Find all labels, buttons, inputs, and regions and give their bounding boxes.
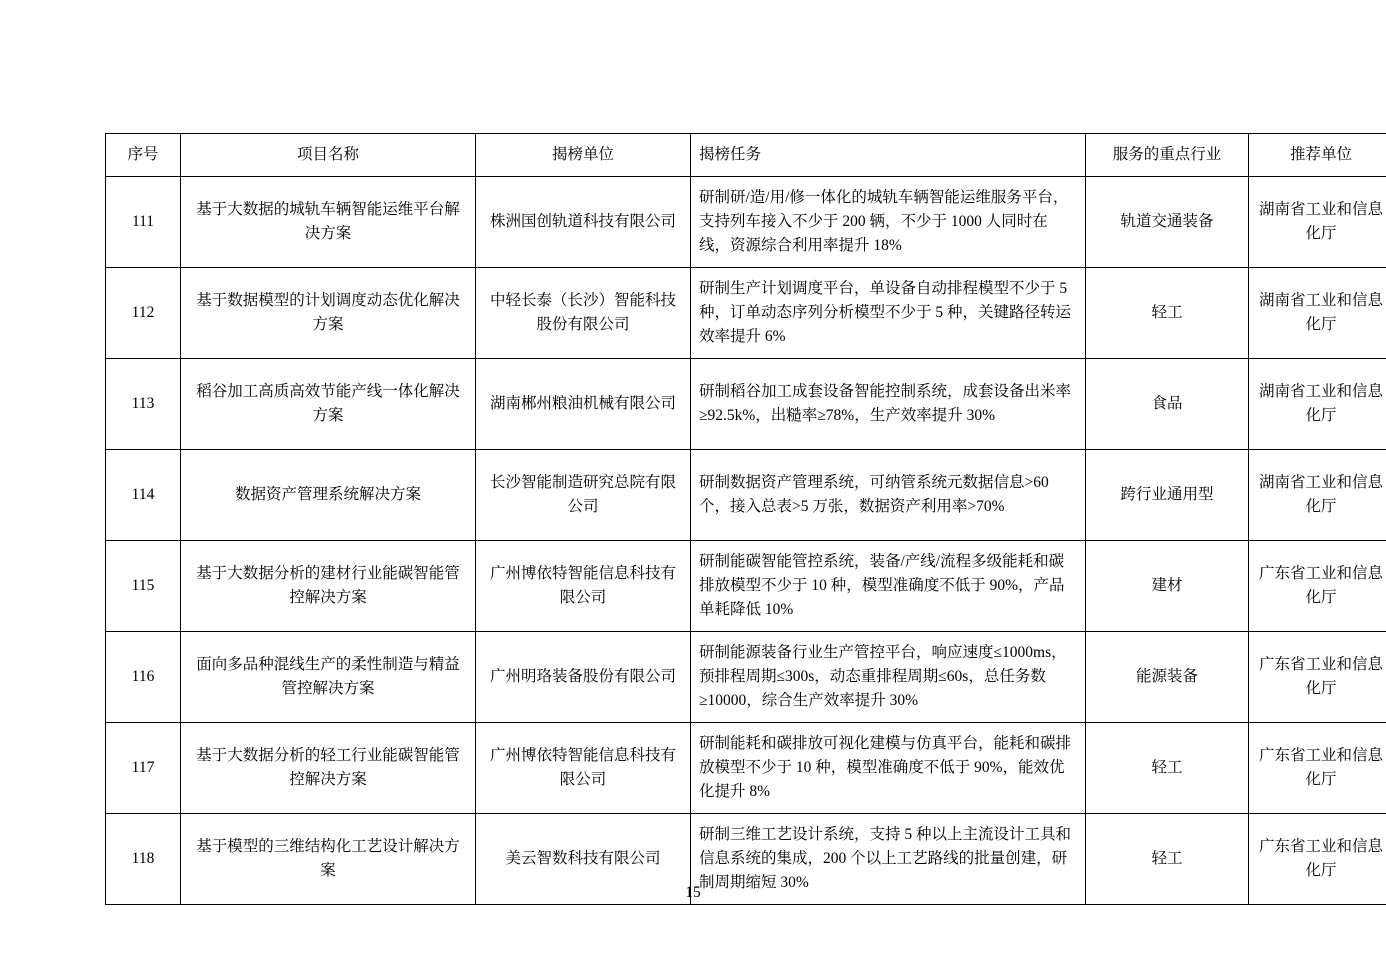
row-project-name: 面向多品种混线生产的柔性制造与精益管控解决方案 bbox=[181, 632, 476, 723]
row-recommender: 湖南省工业和信息化厅 bbox=[1249, 268, 1386, 359]
row-project-name: 基于数据模型的计划调度动态优化解决方案 bbox=[181, 268, 476, 359]
row-index: 113 bbox=[106, 359, 181, 450]
row-unit: 美云智数科技有限公司 bbox=[476, 814, 691, 905]
header-project-name: 项目名称 bbox=[181, 134, 476, 177]
row-index: 116 bbox=[106, 632, 181, 723]
row-task: 研制能源装备行业生产管控平台，响应速度≤1000ms，预排程周期≤300s，动态重排程周期≤60s，总任务数≥10000，综合生产效率提升 30% bbox=[691, 632, 1086, 723]
row-task: 研制三维工艺设计系统，支持 5 种以上主流设计工具和信息系统的集成，200 个以上工艺路线的批量创建，研制周期缩短 30% bbox=[691, 814, 1086, 905]
row-unit: 广州明珞装备股份有限公司 bbox=[476, 632, 691, 723]
row-recommender: 广东省工业和信息化厅 bbox=[1249, 632, 1386, 723]
row-recommender: 湖南省工业和信息化厅 bbox=[1249, 359, 1386, 450]
row-index: 112 bbox=[106, 268, 181, 359]
table-header bbox=[106, 134, 1386, 177]
table-row bbox=[106, 723, 1386, 814]
header-industry: 服务的重点行业 bbox=[1086, 134, 1249, 177]
row-industry: 能源装备 bbox=[1086, 632, 1249, 723]
row-industry: 轻工 bbox=[1086, 268, 1249, 359]
project-table bbox=[105, 133, 1386, 905]
row-task: 研制数据资产管理系统，可纳管系统元数据信息>60 个，接入总表>5 万张，数据资产利用率>70% bbox=[691, 450, 1086, 541]
table-row bbox=[106, 177, 1386, 268]
row-unit: 中轻长泰（长沙）智能科技股份有限公司 bbox=[476, 268, 691, 359]
row-industry: 跨行业通用型 bbox=[1086, 450, 1249, 541]
table-row bbox=[106, 632, 1386, 723]
row-recommender: 广东省工业和信息化厅 bbox=[1249, 541, 1386, 632]
row-recommender: 广东省工业和信息化厅 bbox=[1249, 723, 1386, 814]
table-body bbox=[106, 177, 1386, 905]
row-project-name: 稻谷加工高质高效节能产线一体化解决方案 bbox=[181, 359, 476, 450]
row-unit: 广州博依特智能信息科技有限公司 bbox=[476, 723, 691, 814]
row-task: 研制生产计划调度平台，单设备自动排程模型不少于 5 种，订单动态序列分析模型不少于 5 种，关键路径转运效率提升 6% bbox=[691, 268, 1086, 359]
row-project-name: 基于大数据的城轨车辆智能运维平台解决方案 bbox=[181, 177, 476, 268]
row-unit: 长沙智能制造研究总院有限公司 bbox=[476, 450, 691, 541]
row-recommender: 湖南省工业和信息化厅 bbox=[1249, 177, 1386, 268]
page-number: 15 bbox=[685, 884, 701, 901]
row-index: 118 bbox=[106, 814, 181, 905]
row-industry: 轻工 bbox=[1086, 723, 1249, 814]
row-industry: 轻工 bbox=[1086, 814, 1249, 905]
row-unit: 湖南郴州粮油机械有限公司 bbox=[476, 359, 691, 450]
row-project-name: 基于大数据分析的建材行业能碳智能管控解决方案 bbox=[181, 541, 476, 632]
row-index: 117 bbox=[106, 723, 181, 814]
row-task: 研制研/造/用/修一体化的城轨车辆智能运维服务平台，支持列车接入不少于 200 辆，不少于 1000 人同时在线，资源综合利用率提升 18% bbox=[691, 177, 1086, 268]
row-index: 111 bbox=[106, 177, 181, 268]
table-row bbox=[106, 359, 1386, 450]
table-header-row bbox=[106, 134, 1386, 177]
row-task: 研制稻谷加工成套设备智能控制系统，成套设备出米率≥92.5k%，出糙率≥78%，生产效率提升 30% bbox=[691, 359, 1086, 450]
project-table-container bbox=[105, 133, 1383, 905]
header-unit: 揭榜单位 bbox=[476, 134, 691, 177]
row-unit: 广州博依特智能信息科技有限公司 bbox=[476, 541, 691, 632]
table-row bbox=[106, 541, 1386, 632]
table-row bbox=[106, 268, 1386, 359]
row-industry: 食品 bbox=[1086, 359, 1249, 450]
row-industry: 建材 bbox=[1086, 541, 1249, 632]
row-recommender: 广东省工业和信息化厅 bbox=[1249, 814, 1386, 905]
row-task: 研制能耗和碳排放可视化建模与仿真平台，能耗和碳排放模型不少于 10 种，模型准确度不低于 90%，能效优化提升 8% bbox=[691, 723, 1086, 814]
header-task: 揭榜任务 bbox=[691, 134, 1086, 177]
row-unit: 株洲国创轨道科技有限公司 bbox=[476, 177, 691, 268]
header-recommender: 推荐单位 bbox=[1249, 134, 1386, 177]
row-task: 研制能碳智能管控系统，装备/产线/流程多级能耗和碳排放模型不少于 10 种，模型准确度不低于 90%，产品单耗降低 10% bbox=[691, 541, 1086, 632]
row-recommender: 湖南省工业和信息化厅 bbox=[1249, 450, 1386, 541]
header-index: 序号 bbox=[106, 134, 181, 177]
row-industry: 轨道交通装备 bbox=[1086, 177, 1249, 268]
row-index: 115 bbox=[106, 541, 181, 632]
table-row bbox=[106, 450, 1386, 541]
row-project-name: 基于大数据分析的轻工行业能碳智能管控解决方案 bbox=[181, 723, 476, 814]
row-index: 114 bbox=[106, 450, 181, 541]
row-project-name: 数据资产管理系统解决方案 bbox=[181, 450, 476, 541]
row-project-name: 基于模型的三维结构化工艺设计解决方案 bbox=[181, 814, 476, 905]
